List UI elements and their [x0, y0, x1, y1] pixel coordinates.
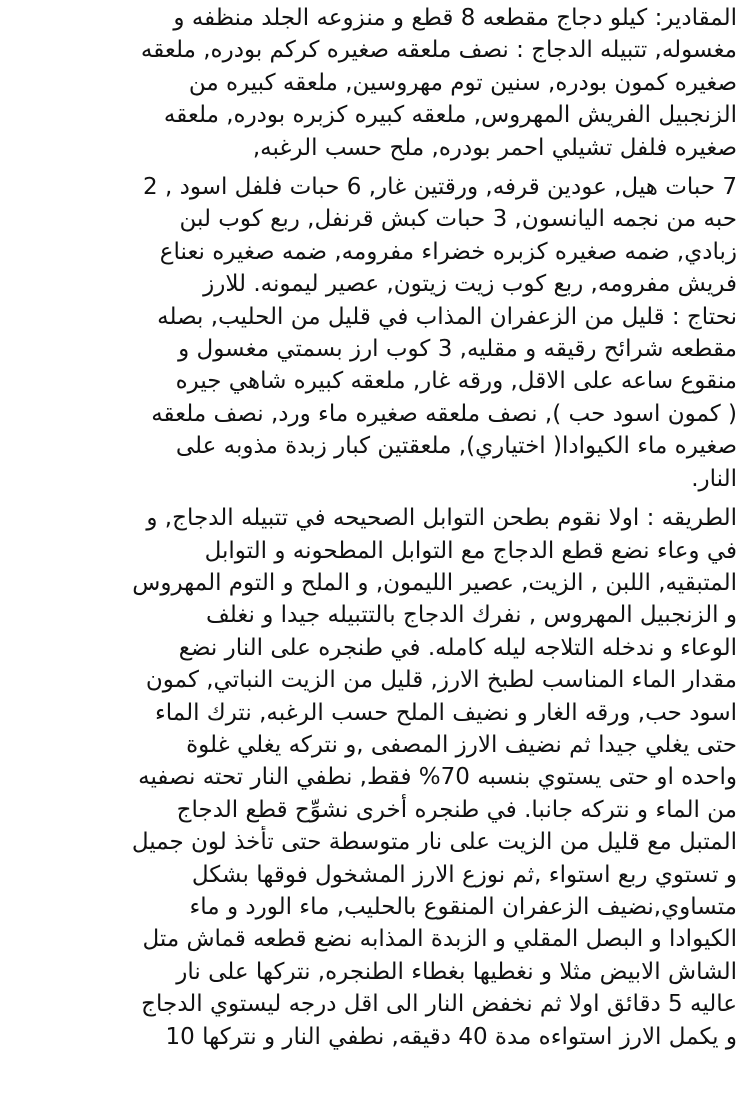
- text-line: زبادي, ضمه صغيره كزبره خضراء مفرومه, ضمه صغيره نعناع: [159, 238, 737, 265]
- text-line: المتبقيه, اللبن , الزيت, عصير الليمون, و الملح و التوم المهروس: [132, 569, 737, 596]
- text-line: اسود حب, ورقه الغار و نضيف الملح حسب الرغبه, نترك الماء: [154, 699, 737, 726]
- text-line: ( كمون اسود حب ), نصف ملعقه صغيره ماء ورد, نصف ملعقه: [151, 400, 737, 427]
- text-line: صغيره ماء الكيوادا( اختياري), ملعقتين كبار زبدة مذوبه على: [175, 433, 737, 460]
- text-line: من الماء و نتركه جانبا. في طنجره أخرى نشوِّح قطع الدجاج: [176, 796, 737, 823]
- text-line: حبه من نجمه اليانسون, 3 حبات كبش قرنفل, ربع كوب لبن: [179, 206, 737, 233]
- text-line: الكيوادا و البصل المقلي و الزبدة المذابه نضع قطعه قماش متل: [142, 926, 737, 953]
- text-line: الشاش الابيض مثلا و نغطيها بغطاء الطنجره, نتركها على نار: [176, 958, 737, 985]
- text-line: النار.: [691, 465, 737, 492]
- text-line: المقادير: كيلو دجاج مقطعه 8 قطع و منزوعه الجلد منظفه و: [173, 5, 737, 31]
- text-line: الزنجبيل الفريش المهروس, ملعقه كبيره كزبره بودره, ملعقه: [163, 102, 737, 129]
- text-line: و يكمل الارز استواءه مدة 40 دقيقه, نطفي النار و نتركها 10: [165, 1023, 737, 1050]
- text-line: صغيره كمون بودره, سنين توم مهروسين, ملعقه كبيره من: [188, 69, 737, 96]
- text-line: و الزنجبيل المهروس , نفرك الدجاج بالتتبيله جيدا و نغلف: [205, 602, 737, 629]
- text-line: منقوع ساعه على الاقل, ورقه غار, ملعقه كبيره شاهي جيره: [175, 368, 737, 395]
- method-paragraph: [12, 502, 737, 1053]
- text-line: مغسوله, تتبيله الدجاج : نصف ملعقه صغيره كركم بودره, ملعقه: [140, 37, 737, 64]
- text-line: واحده او حتى يستوي بنسبه 70% فقط, نطفي النار تحته نصفيه: [138, 764, 737, 791]
- text-line: في وعاء نضع قطع الدجاج مع التوابل المطحونه و التوابل: [204, 537, 737, 564]
- text-line: مقطعه شرائح رقيقه و مقليه, 3 كوب ارز بسمتي مغسول و: [178, 336, 737, 363]
- ingredients-paragraph: [12, 2, 737, 164]
- text-line: و تستوي ربع استواء ,ثم نوزع الارز المشخول فوقها بشكل: [191, 861, 737, 888]
- text-line: الطريقه : اولا نقوم بطحن التوابل الصحيحه في تتبيله الدجاج, و: [146, 505, 737, 532]
- spices-and-rice-paragraph: [12, 171, 737, 495]
- text-line: 7 حبات هيل, عودين قرفه, ورقتين غار, 6 حبات فلفل اسود , 2: [143, 174, 737, 201]
- text-line: عاليه 5 دقائق اولا ثم نخفض النار الى اقل درجه ليستوي الدجاج: [141, 991, 737, 1018]
- text-line: نحتاج : قليل من الزعفران المذاب في قليل من الحليب, بصله: [157, 303, 737, 330]
- text-line: حتى يغلي جيدا ثم نضيف الارز المصفى ,و نتركه يغلي غلوة: [186, 731, 737, 758]
- text-line: فريش مفرومه, ربع كوب زيت زيتون, عصير ليمونه. للارز: [203, 271, 737, 298]
- text-line: الوعاء و ندخله التلاجه ليله كامله. في طنجره على النار نضع: [178, 634, 737, 661]
- recipe-text: [12, 2, 737, 1060]
- text-line: صغيره فلفل تشيلي احمر بودره, ملح حسب الرغبه,: [252, 134, 737, 161]
- text-line: متساوي,نضيف الزعفران المنقوع بالحليب, ماء الورد و ماء: [189, 893, 737, 920]
- text-line: مقدار الماء المناسب لطبخ الارز, قليل من الزيت النباتي, كمون: [145, 667, 737, 694]
- text-line: المتبل مع قليل من الزيت على نار متوسطة حتى تأخذ لون جميل: [131, 829, 737, 856]
